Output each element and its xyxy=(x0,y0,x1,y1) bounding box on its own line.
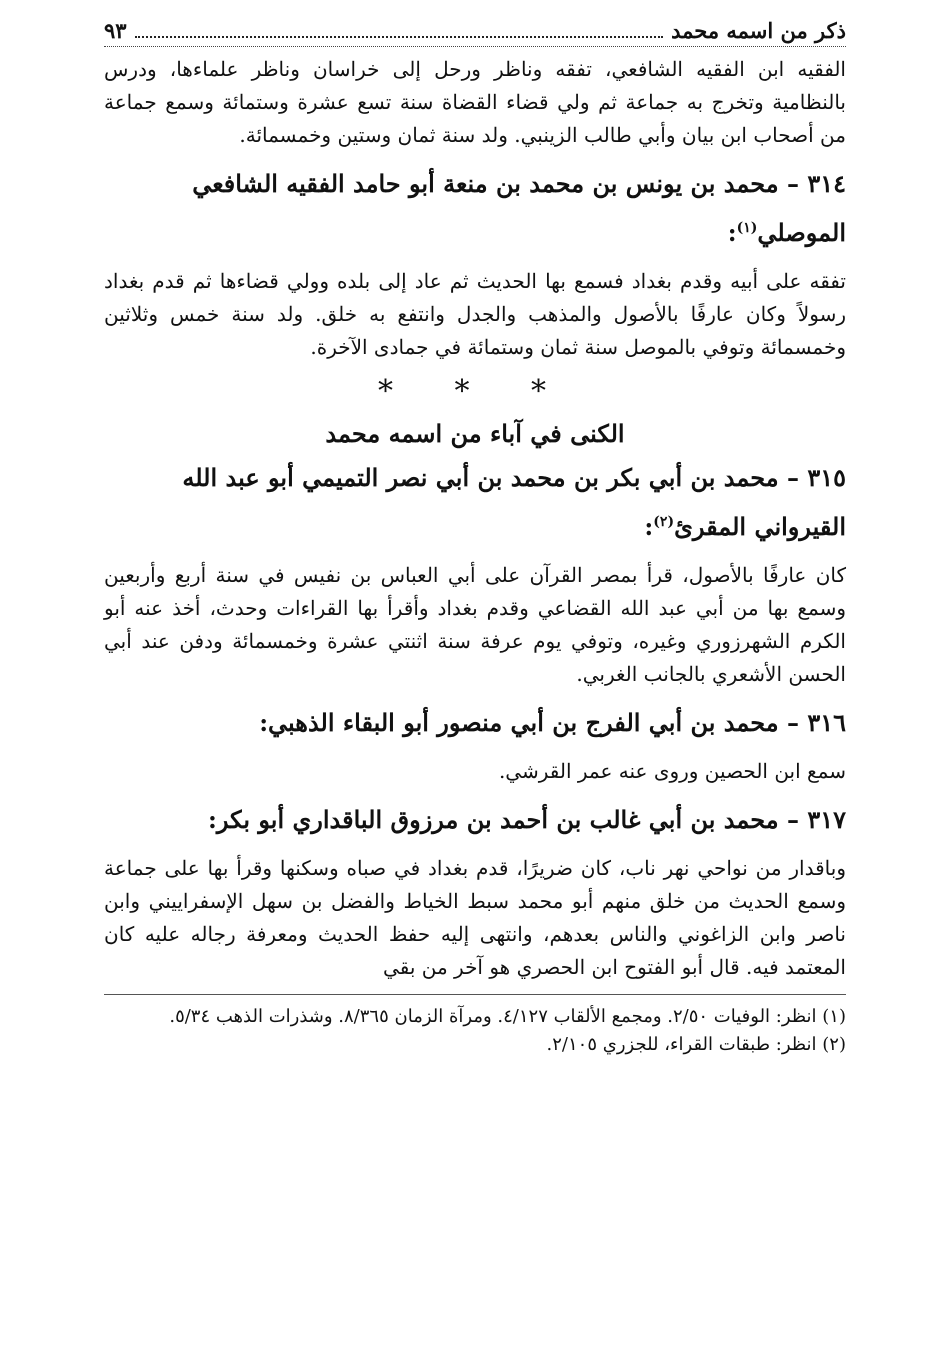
section-separator: * * * xyxy=(377,374,573,409)
footnote-ref-2[interactable]: (٢) xyxy=(653,514,675,530)
entry-315-title-text: ٣١٥ – محمد بن أبي بكر بن محمد بن أبي نصر التميمي أبو عبد الله القيرواني المقرئ xyxy=(182,463,846,541)
entry-314-title xyxy=(104,162,846,255)
entry-315-body: كان عارفًا بالأصول، قرأ بمصر القرآن على أبي العباس بن نفيس في سنة أربع وأربعين وسمع بها من أبي عبد الله القضاعي وقدم بغداد وأقرأ بها القراءات وحدث، أخذ عنه أبو الكرم الشهرزوري وغيره، وتوفي يوم عرفة سنة اثنتي عشرة وخمسمائة ودفن عند أبي الحسن الأشعري بالجانب الغربي. xyxy=(104,563,846,686)
running-header xyxy=(104,18,846,47)
entry-315-title xyxy=(104,456,846,549)
entry-316-title: ٣١٦ – محمد بن أبي الفرج بن أبي منصور أبو البقاء الذهبي: xyxy=(259,708,846,737)
entry-314-title-suffix: : xyxy=(727,218,737,247)
page-number: ٩٣ xyxy=(104,18,127,43)
footnote-1: (١) انظر: الوفيات ٢/٥٠. ومجمع الألقاب ٤/١٢٧. ومرآة الزمان ٨/٣٦٥. وشذرات الذهب ٥/٣٤. xyxy=(169,1006,846,1027)
footnote-ref-1[interactable]: (١) xyxy=(736,220,758,236)
entry-317-title: ٣١٧ – محمد بن أبي غالب بن أحمد بن مرزوق الباقداري أبو بكر: xyxy=(207,805,846,834)
footnotes xyxy=(104,994,846,1059)
section-heading: الكنى في آباء من اسمه محمد xyxy=(325,419,625,448)
paragraph-continued: الفقيه ابن الفقيه الشافعي، تفقه وناظر ورحل إلى خراسان وناظر علماءها، ودرس بالنظامية وتخرج به جماعة ثم ولي قضاء القضاة سنة تسع عشرة وستمائة وسمع جماعة من أصحاب ابن بيان وأبي طالب الزينبي. ولد سنة ثمان وستين وخمسمائة. xyxy=(104,57,846,147)
running-header-title: ذكر من اسمه محمد xyxy=(671,18,846,43)
entry-317-body: وباقدار من نواحي نهر ناب، كان ضريرًا، قدم بغداد في صباه وسكنها وقرأ بها على جماعة وسمع الحديث من خلق منهم أبو محمد سبط الخياط والفضل بن سهل الإسفراييني وابن ناصر وابن الزاغوني والناس بعدهم، وانتهى إليه حفظ الحديث ومعرفة رجاله عليه كان المعتمد فيه. قال أبو الفتوح ابن الحصري هو آخر من بقي xyxy=(104,856,846,979)
footnote-2: (٢) انظر: طبقات القراء، للجزري ٢/١٠٥. xyxy=(546,1034,846,1055)
book-page xyxy=(104,18,846,1059)
entry-314-title-text: ٣١٤ – محمد بن يونس بن محمد بن منعة أبو حامد الفقيه الشافعي الموصلي xyxy=(192,169,846,247)
entry-314-body: تفقه على أبيه وقدم بغداد فسمع بها الحديث ثم عاد إلى بلده وولي قضاءها ثم قدم بغداد رسولاً وكان عارفًا بالأصول والمذهب والجدل وانتفع به خلق. ولد سنة خمس وثلاثين وخمسمائة وتوفي بالموصل سنة ثمان وستمائة في جمادى الآخرة. xyxy=(104,269,846,359)
entry-316-body: سمع ابن الحصين وروى عنه عمر القرشي. xyxy=(498,759,846,783)
entry-315-title-suffix: : xyxy=(644,512,654,541)
header-leader-dots xyxy=(135,36,664,38)
